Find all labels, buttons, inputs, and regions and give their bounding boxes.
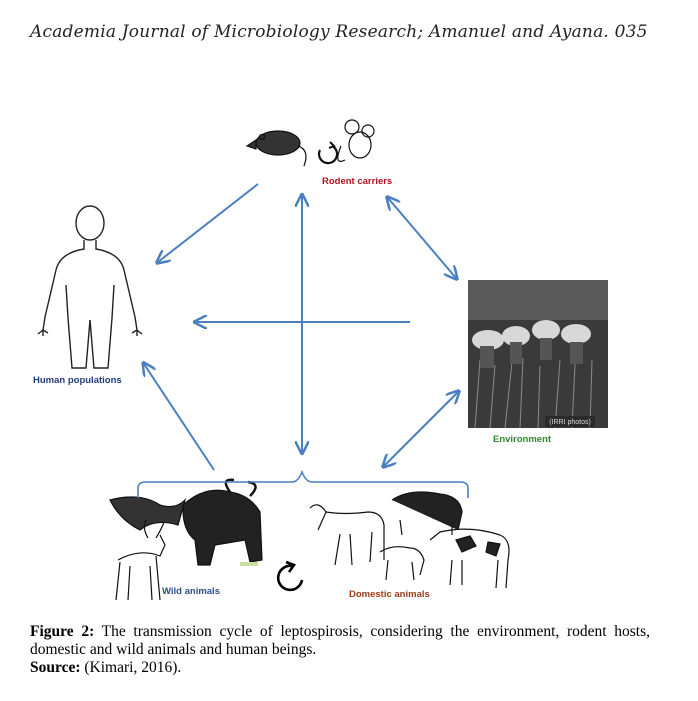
environment-label: Environment	[493, 434, 552, 445]
wild-thumbnail-strip	[240, 562, 258, 566]
source-label: Source:	[30, 659, 81, 676]
source-text: (Kimari, 2016).	[80, 659, 182, 676]
rice-field-photo	[468, 280, 608, 428]
rodent-illustration	[247, 120, 374, 166]
transmission-arrows	[144, 184, 458, 470]
human-populations-label: Human populations	[33, 375, 122, 386]
rodent-carriers-label: Rodent carriers	[322, 176, 393, 187]
caption-source	[30, 659, 650, 677]
arrow-environment-domestic	[384, 392, 458, 466]
photo-credit: (IRRI photos)	[549, 419, 591, 426]
caption-description	[30, 623, 650, 659]
cycle-icon	[278, 562, 302, 590]
running-header: Academia Journal of Microbiology Research; Amanuel and Ayana. 035	[30, 22, 648, 42]
human-figure	[38, 206, 142, 368]
wild-animals-illustration	[110, 480, 262, 600]
figure-number: Figure 2:	[30, 623, 95, 640]
arrow-wild-to-human	[144, 364, 214, 470]
figure-caption	[30, 623, 650, 677]
arrow-rodent-environment	[388, 198, 456, 278]
domestic-animals-illustration	[310, 492, 509, 588]
wild-animals-label: Wild animals	[162, 586, 220, 597]
domestic-animals-label: Domestic animals	[349, 589, 430, 600]
figure-text: The transmission cycle of leptospirosis, considering the environment, rodent hosts, domestic and wild animals and human beings.	[30, 623, 650, 658]
arrow-rodent-to-human	[158, 184, 258, 262]
